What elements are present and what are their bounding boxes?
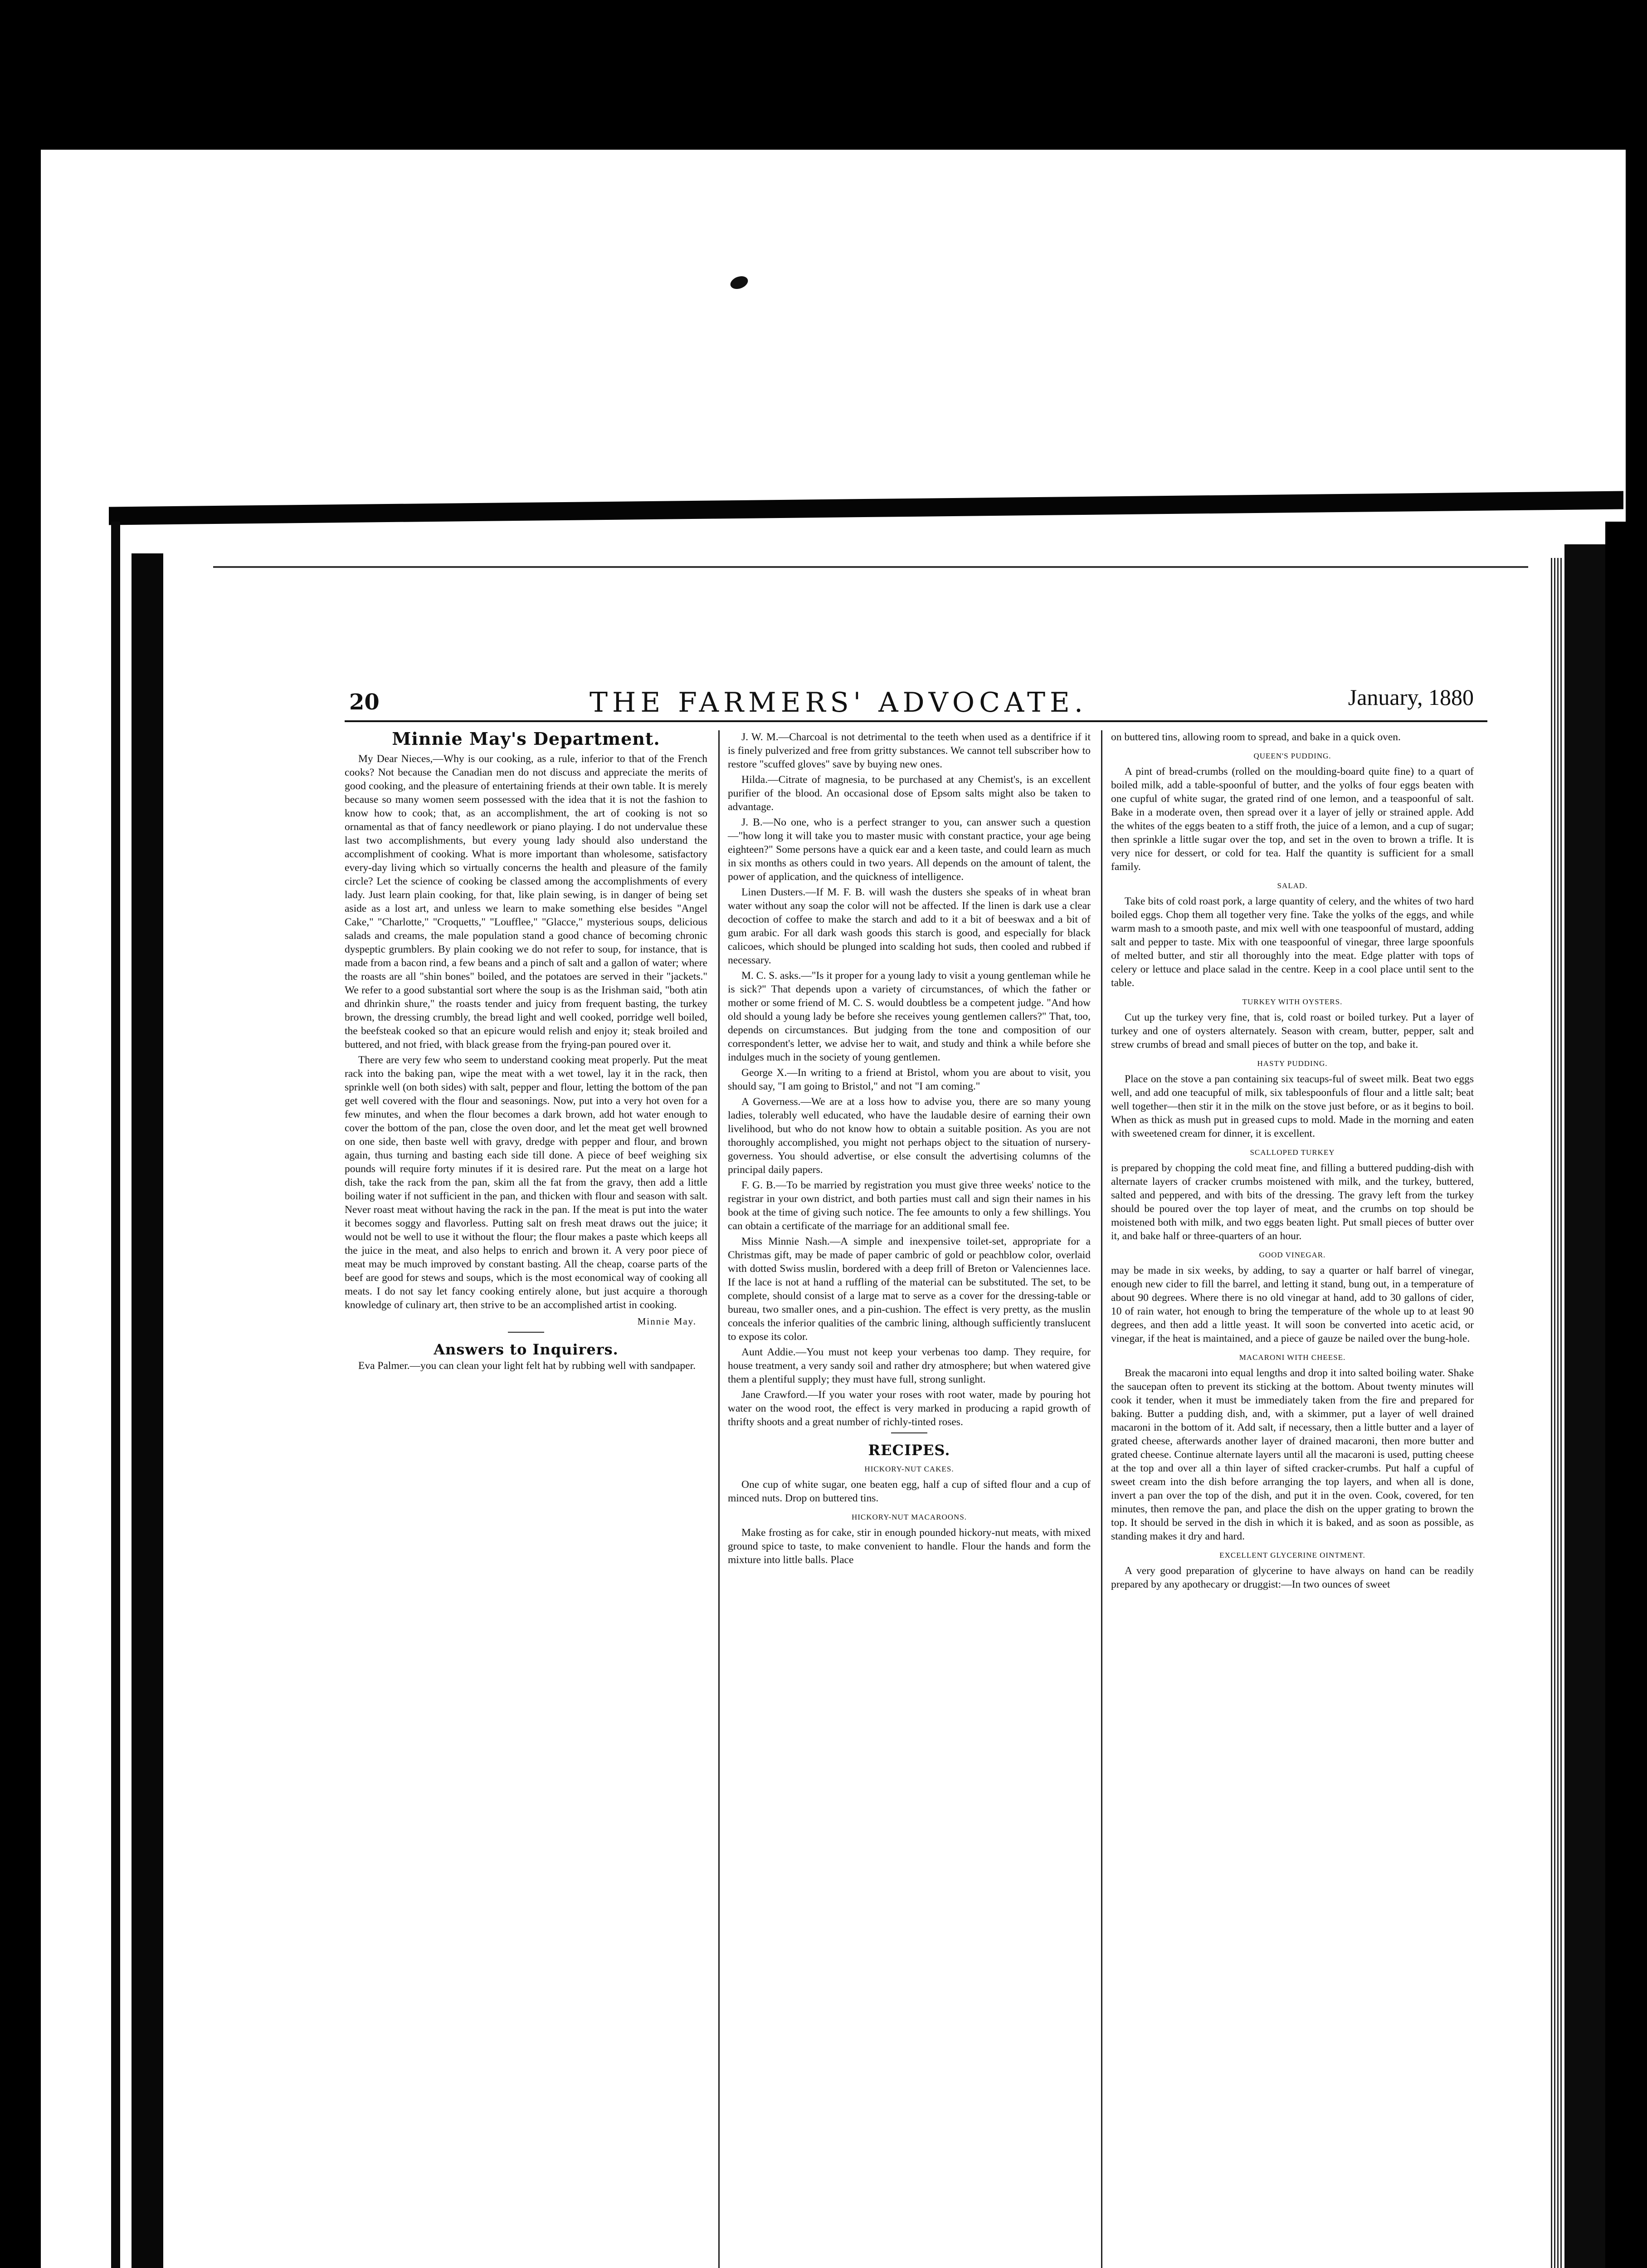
recipe-text: Make frosting as for cake, stir in enough pounded hickory-nut meats, with mixed ground spice to taste, to make convenient to handle. Flour the hands and form the mixture into little balls. Place: [728, 1527, 1091, 1566]
paragraph: George X.—In writing to a friend at Bristol, whom you are about to visit, you should say, "I am going to Bristol," and not "I am coming.": [728, 1067, 1091, 1092]
paragraph: Miss Minnie Nash.—A simple and inexpensive toilet-set, appropriate for a Christmas gift, may be made of paper cambric of gold or peachblow color, overlaid with dotted Swiss muslin, bordered with a deep frill of Breton or Valenciennes lace. If the lace is not at hand a ruffling of the material can be substituted. The set, to be complete, should consist of a large mat to serve as a cover for the dressing-table or bureau, two smaller ones, and a pin-cushion. The effect is very pretty, as the muslin conceals the inferior qualities of the cambric lining, although sufficiently translucent to expose its color.: [728, 1236, 1091, 1343]
recipe-text: Break the macaroni into equal lengths and drop it into salted boiling water. Shake the saucepan often to prevent its sticking at the bottom. About twenty minutes will cook it tender, when it must be immediately taken from the fire and prepared for baking. Butter a pudding dish, and, with a skimmer, put a layer of well drained macaroni in the bottom of it. Add salt, if necessary, then a little butter and a layer of grated cheese, afterwards another layer of drained macaroni, then more butter and grated cheese. Continue alternate layers until all the macaroni is used, putting cheese at the top and over all a thin layer of sifted cracker-crumbs. Put half a cupful of sweet cream into the dish before arranging the top layers, and when all is done, invert a pan over the top of the dish, and put it in the oven. Cook, covered, for ten minutes, then remove the pan, and place the dish on the upper grating to brown the top. It should be served in the dish in which it is baked, and as soon as possible, as standing makes it dry and hard.: [1111, 1367, 1474, 1542]
paragraph: F. G. B.—To be married by registration you must give three weeks' notice to the registrar in your own district, and both parties must call and sign their names in his book at the time of giving such notice. The fee amounts to only a few shillings. You can obtain a certificate of the marriage for an additional small fee.: [728, 1179, 1091, 1232]
recipe-title: EXCELLENT GLYCERINE OINTMENT.: [1219, 1551, 1365, 1559]
paragraph: J. W. M.—Charcoal is not detrimental to the teeth when used as a dentifrice if it is finely pulverized and free from gritty substances. We cannot tell subscriber how to restore "scuffed gloves" save by buying new ones.: [728, 731, 1091, 770]
recipe-title: HICKORY-NUT CAKES.: [864, 1465, 954, 1473]
recipe-title: MACARONI WITH CHEESE.: [1239, 1353, 1346, 1362]
recipe-title: GOOD VINEGAR.: [1259, 1251, 1326, 1259]
column-rule: [1101, 730, 1102, 2268]
recipe-title: SCALLOPED TURKEY: [1250, 1148, 1335, 1157]
book-page-edges: [1551, 558, 1563, 2268]
paragraph: My Dear Nieces,—Why is our cooking, as a rule, inferior to that of the French cooks? Not because the Canadian men do not discuss and appreciate the merits of good cooking, and the pleasure of entertaining friends at their own table. It is merely because so many women seem possessed with the idea that it is not the fashion to know how to cook; that, as an accomplishment, the art of cooking is not so ornamental as that of fancy needlework or piano playing. I do not undervalue these last two accomplishments, but every young lady should also understand the accomplishment of cooking. What is more important than wholesome, satisfactory every-day living which so virtually concerns the health and pleasure of the family circle? Let the science of cooking be classed among the accomplishments of every lady. Just learn plain cooking, for that, like plain sewing, is in danger of being set aside as a lost art, and unless we learn to make something else besides "Angel Cake," "Charlotte," "Croquetts," "Loufflee," "Glacce," mysterious soups, delicious salads and creams, the male population stand a good chance of becoming chronic dyspeptic grumblers. By plain cooking we do not refer to soup, for instance, that is made from a bacon rind, a few beans and a pinch of salt and a gallon of water; where the roasts are all "shin bones" boiled, and the potatoes are served in their "jackets." We refer to a good substantial sort where the soup is as the Irishman said, "both atin and dhrinkin shure," the roasts tender and juicy from frequent basting, the turkey brown, the dressing crumbly, the bread light and well cooked, porridge well boiled, the beefsteak cooked so that an epicure would relish and enjoy it; steak broiled and buttered, and not fried, with black grease from the frying-pan poured over it.: [345, 753, 707, 1051]
recipe-text: A very good preparation of glycerine to have always on hand can be readily prepared by any apothecary or druggist:—In two ounces of sweet: [1111, 1565, 1474, 1590]
page-number: 20: [349, 689, 380, 715]
ink-smudge: [729, 274, 750, 291]
recipe-title: HASTY PUDDING.: [1257, 1059, 1328, 1068]
book-binding-top: [109, 491, 1623, 525]
column-1: [345, 730, 707, 1374]
header-rule: [345, 720, 1487, 722]
recipe-text: A pint of bread-crumbs (rolled on the moulding-board quite fine) to a quart of boiled milk, add a table-spoonful of butter, and the yolks of four eggs beaten with one cupful of white sugar, the grated rind of one lemon, and a teaspoonful of salt. Bake in a moderate oven, then spread over it a layer of jelly or strained apple. Add the whites of the eggs beaten to a stiff froth, the juice of a lemon, and a cup of sugar; then sprinkle a little sugar over the top, and set in the oven to brown a trifle. It is very nice for dessert, or cold for tea. Half the quantity is sufficient for a small family.: [1111, 766, 1474, 873]
book-binding-left-inner: [132, 553, 163, 2268]
recipe-text: Place on the stove a pan containing six teacups-ful of sweet milk. Beat two eggs well, and add one teacupful of milk, six tablespoonfuls of flour and a little salt; beat well together—then stir it in the milk on the stove just before, or as it begins to boil. When as thick as mush put in greased cups to mold. Made in the morning and eaten with sweetened cream for dinner, it is excellent.: [1111, 1073, 1474, 1139]
column-2: [728, 730, 1091, 1569]
paragraph: Jane Crawford.—If you water your roses with root water, made by pouring hot water on the wood root, the effect is very marked in producing a rapid growth of thrifty shoots and a great number of richly-tinted roses.: [728, 1389, 1091, 1428]
recipe-title: HICKORY-NUT MACAROONS.: [851, 1513, 967, 1521]
recipe-title: TURKEY WITH OYSTERS.: [1242, 997, 1343, 1006]
recipe-text: on buttered tins, allowing room to spread, and bake in a quick oven.: [1111, 731, 1401, 743]
signature: Minnie May.: [637, 1316, 697, 1327]
paragraph: J. B.—No one, who is a perfect stranger to you, can answer such a question—"how long it will take you to master music with constant practice, your age being eighteen?" Some persons have a quick ear and a keen taste, and could learn as much in six months as others could in two years. All depends on the amount of talent, the power of application, and the quickness of intelligence.: [728, 816, 1091, 883]
column-3: [1111, 730, 1474, 1593]
recipe-text: Cut up the turkey very fine, that is, cold roast or boiled turkey. Put a layer of turkey and one of oysters alternately. Season with cream, butter, pepper, salt and strew crumbs of bread and small pieces of butter on the top, and bake it.: [1111, 1012, 1474, 1051]
masthead: THE FARMERS' ADVOCATE.: [590, 687, 1087, 719]
issue-date: January, 1880: [1348, 684, 1474, 710]
paragraph: M. C. S. asks.—"Is it proper for a young lady to visit a young gentleman while he is sick?" That depends upon a variety of circumstances, of which the father or mother or some friend of M. C. S. would doubtless be a competent judge. "And how old should a young lady be before she receives young gentlemen callers?" That, too, depends on circumstances. But judging from the tone and composition of our correspondent's letter, we advise her to wait, and study and think a while before she indulges much in the society of young gentlemen.: [728, 970, 1091, 1063]
recipe-title: QUEEN'S PUDDING.: [1253, 752, 1331, 760]
section-divider: [508, 1332, 544, 1333]
paragraph: Linen Dusters.—If M. F. B. will wash the dusters she speaks of in wheat bran water without any soap the color will not be affected. If the linen is dark use a clear decoction of coffee to make the starch and add to it a bit of beeswax and a bit of gum arabic. For all dark wash goods this starch is good, and especially for black calicoes, which should be plunged into scalding hot suds, then cooled and rubbed if necessary.: [728, 886, 1091, 966]
book-binding-left: [111, 522, 120, 2268]
newspaper-page: [345, 680, 1487, 2268]
book-binding-right-shadow: [1605, 522, 1632, 2268]
recipe-text: may be made in six weeks, by adding, to say a quarter or half barrel of vinegar, enough new cider to fill the barrel, and letting it stand, bung out, in a temperature of about 90 degrees. Where there is no old vinegar at hand, add to 30 gallons of cider, 10 of rain water, hot enough to bring the temperature of the whole up to at least 90 degrees, and then add a little yeast. It will soon be converted into acetic acid, or vinegar, if the heat is maintained, and a piece of gauze be nailed over the bung-hole.: [1111, 1265, 1474, 1344]
paragraph: Aunt Addie.—You must not keep your verbenas too damp. They require, for house treatment, a very sandy soil and rather dry atmosphere; but when watered give them a plentiful supply; they must have full, strong sunlight.: [728, 1346, 1091, 1385]
section-divider: [891, 1432, 927, 1433]
paragraph: A Governess.—We are at a loss how to advise you, there are so many young ladies, tolerably well educated, who have the laudable desire of earning their own livelihood, but who do not know how to obtain a suitable position. As you are not thoroughly accomplished, you might not perhaps object to the situation of nursery-governess. You should advertise, or else consult the advertising columns of the principal daily papers.: [728, 1096, 1091, 1176]
column-rule: [718, 730, 720, 2268]
recipe-text: is prepared by chopping the cold meat fine, and filling a buttered pudding-dish with alternate layers of cracker crumbs moistened with milk, and the turkey, buttered, salted and peppered, and with bits of the dressing. The gravy left from the turkey should be poured over the top layer of meat, and the crumbs on top should be moistened both with milk, and two eggs beaten light. Put small pieces of butter over it, and bake half or three-quarters of an hour.: [1111, 1162, 1474, 1242]
recipe-text: Take bits of cold roast pork, a large quantity of celery, and the whites of two hard boiled eggs. Chop them all together very fine. Take the yolks of the eggs, and while warm mash to a smooth paste, and mix well with one teaspoonful of mustard, adding salt and pepper to taste. Mix with one teaspoonful of vinegar, three large spoonfuls of melted butter, and stir all thoroughly into the meat. Edge platter with tops of celery or lettuce and place salad in the centre. Keep in a cool place until sent to the table.: [1111, 895, 1474, 989]
top-thin-rule: [213, 566, 1528, 568]
recipes-title: RECIPES.: [868, 1442, 950, 1459]
scan-border-left: [0, 0, 41, 2268]
recipe-text: One cup of white sugar, one beaten egg, half a cup of sifted flour and a cup of minced nuts. Drop on buttered tins.: [728, 1479, 1091, 1504]
paragraph: Eva Palmer.—you can clean your light felt hat by rubbing well with sandpaper.: [358, 1360, 696, 1372]
paragraph: There are very few who seem to understand cooking meat properly. Put the meat rack into the baking pan, wipe the meat with a wet towel, lay it in the rack, then sprinkle well (on both sides) with salt, pepper and flour, letting the bottom of the pan get well covered with the flour and seasonings. Now, put into a very hot oven for a few minutes, and when the flour becomes a dark brown, add hot water enough to cover the bottom of the pan, close the oven door, and let the meat get well browned on one side, then baste well with gravy, dredge with pepper and flour, and brown again, thus turning and basting each side till done. A piece of beef weighing six pounds will require forty minutes if it is desired rare. Put the meat on a large hot dish, take the rack from the pan, skim all the fat from the gravy, then add a little boiling water if not sufficient in the pan, and thicken with flour and season with salt. Never roast meat without having the rack in the pan. If the meat is put into the water it becomes soggy and flavorless. Putting salt on fresh meat draws out the juice; it would not be well to use it without the flour; the flour makes a paste which keeps all the juice in the meat, and also helps to enrich and brown it. A very poor piece of meat may be much improved by constant basting. All the cheap, coarse parts of the beef are good for stews and soups, which is the most economical way of cooking all meats. I do not say let fancy cooking entirely alone, but just acquire a thorough knowledge of culinary art, then strive to be an accomplished artist in cooking.: [345, 1054, 707, 1311]
paragraph: Hilda.—Citrate of magnesia, to be purchased at any Chemist's, is an excellent purifier of the blood. An occasional dose of Epsom salts might also be taken to advantage.: [728, 774, 1091, 813]
scan-border-top: [0, 0, 1647, 150]
answers-title: Answers to Inquirers.: [434, 1341, 619, 1358]
recipe-title: SALAD.: [1277, 881, 1308, 890]
department-title: Minnie May's Department.: [392, 728, 660, 749]
page-header: [345, 680, 1487, 717]
